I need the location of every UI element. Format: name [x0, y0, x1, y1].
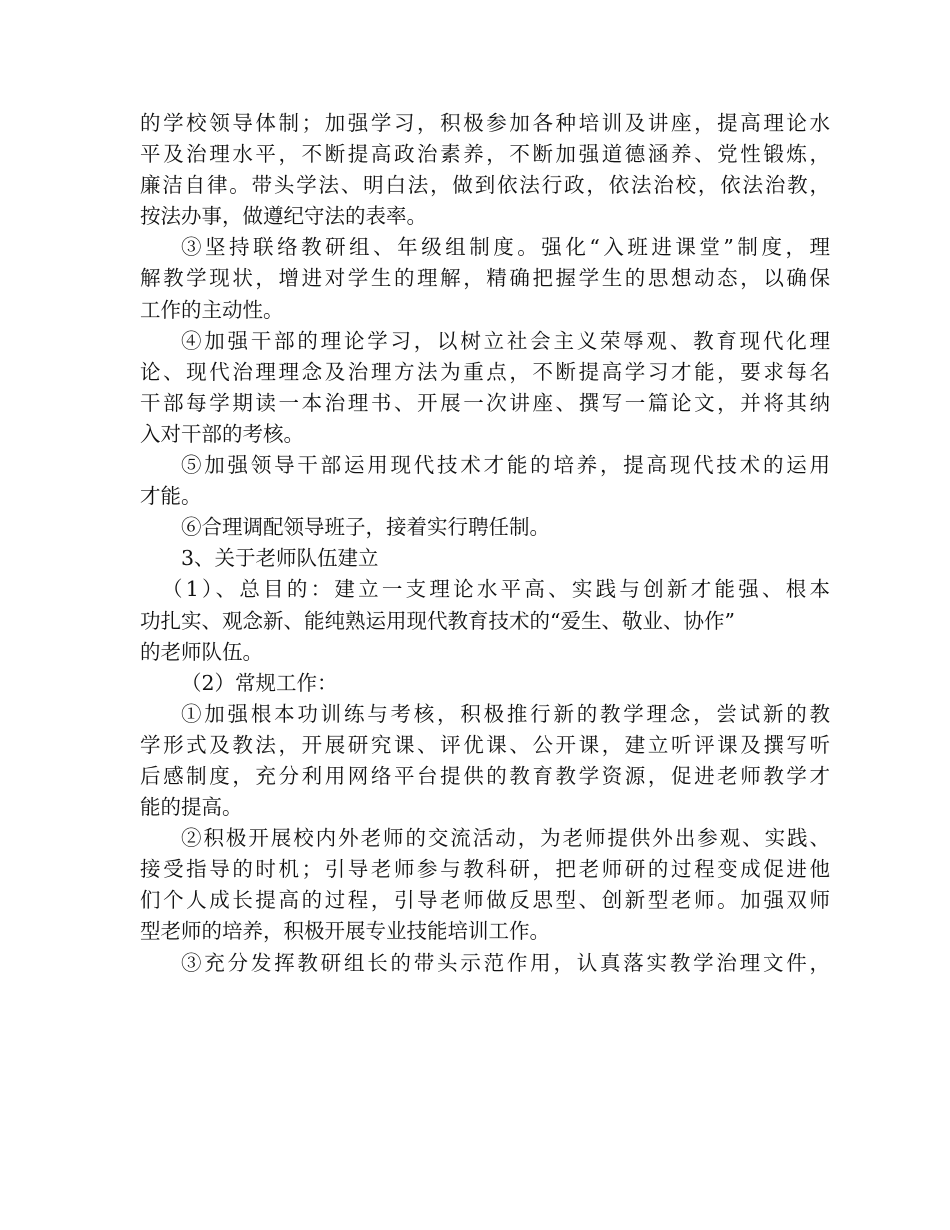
text-line: 廉洁自律。带头学法、明白法，做到依法行政，依法治校，依法治教，: [140, 173, 830, 198]
text-line: 后感制度，充分利用网络平台提供的教育教学资源，促进老师教学才: [140, 763, 830, 788]
text-line: 们个人成长提高的过程，引导老师做反思型、创新型老师。加强双师: [140, 888, 830, 913]
text-line: ②积极开展校内外老师的交流活动，为老师提供外出参观、实践、: [181, 826, 830, 851]
text-line: （2）常规工作：: [181, 670, 338, 695]
text-line: 功扎实、观念新、能纯熟运用现代教育技术的“爱生、敬业、协作”: [140, 608, 735, 633]
text-line: 接受指导的时机；引导老师参与教科研，把老师研的过程变成促进他: [140, 857, 830, 882]
text-line: ⑥合理调配领导班子，接着实行聘任制。: [181, 515, 550, 540]
text-line: 平及治理水平，不断提高政治素养，不断加强道德涵养、党性锻炼，: [140, 142, 830, 167]
document-page: [140, 108, 830, 979]
text-line: 学形式及教法，开展研究课、评优课、公开课，建立听评课及撰写听: [140, 732, 830, 757]
text-line: ③充分发挥教研组长的带头示范作用，认真落实教学治理文件，: [181, 950, 830, 975]
text-line: ③坚持联络教研组、年级组制度。强化“入班进课堂”制度，理: [181, 235, 830, 260]
text-line: ⑤加强领导干部运用现代技术才能的培养，提高现代技术的运用: [181, 453, 830, 478]
text-line: 工作的主动性。: [140, 297, 284, 322]
text-line: 的老师队伍。: [140, 639, 263, 664]
text-line: 干部每学期读一本治理书、开展一次讲座、撰写一篇论文，并将其纳: [140, 390, 830, 415]
text-line: ④加强干部的理论学习，以树立社会主义荣辱观、教育现代化理: [181, 328, 830, 353]
text-line: 型老师的培养，积极开展专业技能培训工作。: [140, 919, 550, 944]
text-line: ①加强根本功训练与考核，积极推行新的教学理念，尝试新的教: [181, 701, 830, 726]
text-line: 才能。: [140, 484, 202, 509]
text-line: 的学校领导体制；加强学习，积极参加各种培训及讲座，提高理论水: [140, 111, 830, 135]
text-line: 论、现代治理理念及治理方法为重点，不断提高学习才能，要求每名: [140, 359, 830, 384]
text-line: 3、关于老师队伍建立: [181, 546, 379, 571]
text-line: 按法办事，做遵纪守法的表率。: [140, 204, 427, 229]
text-line: 入对干部的考核。: [140, 421, 304, 446]
text-line: （1）、总目的：建立一支理论水平高、实践与创新才能强、根本: [162, 577, 830, 602]
text-line: 能的提高。: [140, 795, 243, 820]
text-line: 解教学现状，增进对学生的理解，精确把握学生的思想动态，以确保: [140, 266, 830, 291]
